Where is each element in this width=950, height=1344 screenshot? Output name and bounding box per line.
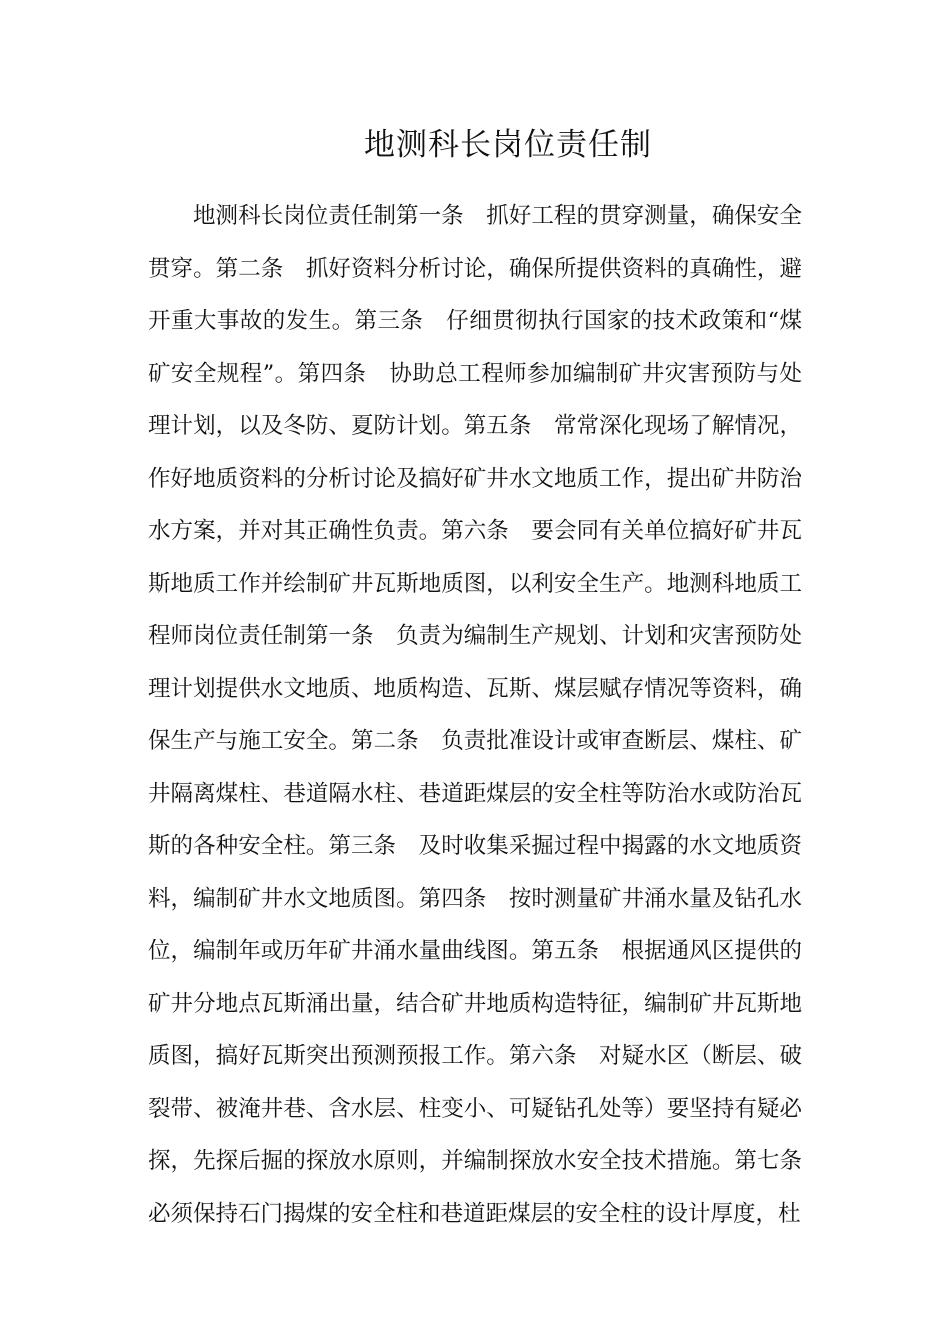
document-body-paragraph: 地测科长岗位责任制第一条 抓好工程的贯穿测量，确保安全贯穿。第二条 抓好资料分析讨论，确保所提供资料的真确性，避开重大事故的发生。第三条 仔细贯彻执行国家的技术政策和“煤矿安全规程”。第四条 协助总工程师参加编制矿井灾害预防与处理计划，以及冬防、夏防计划。第五条 常常深化现场了解情况，作好地质资料的分析讨论及搞好矿井水文地质工作，提出矿井防治水方案，并对其正确性负责。第六条 要会同有关单位搞好矿井瓦斯地质工作并绘制矿井瓦斯地质图，以利安全生产。地测科地质工程师岗位责任制第一条 负责为编制生产规划、计划和灾害预防处理计划提供水文地质、地质构造、瓦斯、煤层赋存情况等资料，确保生产与施工安全。第二条 负责批准设计或审查断层、煤柱、矿井隔离煤柱、巷道隔水柱、巷道距煤层的安全柱等防治水或防治瓦斯的各种安全柱。第三条 及时收集采掘过程中揭露的水文地质资料，编制矿井水文地质图。第四条 按时测量矿井涌水量及钻孔水位，编制年或历年矿井涌水量曲线图。第五条 根据通风区提供的矿井分地点瓦斯涌出量，结合矿井地质构造特征，编制矿井瓦斯地质图，搞好瓦斯突出预测预报工作。第六条 对疑水区（断层、破裂带、被淹井巷、含水层、柱变小、可疑钻孔处等）要坚持有疑必探，先探后掘的探放水原则，并编制探放水安全技术措施。第七条 必须保持石门揭煤的安全柱和巷道距煤层的安全柱的设计厚度，杜 xyxy=(148,203,825,1227)
document-title: 地测科长岗位责任制 xyxy=(364,127,652,163)
